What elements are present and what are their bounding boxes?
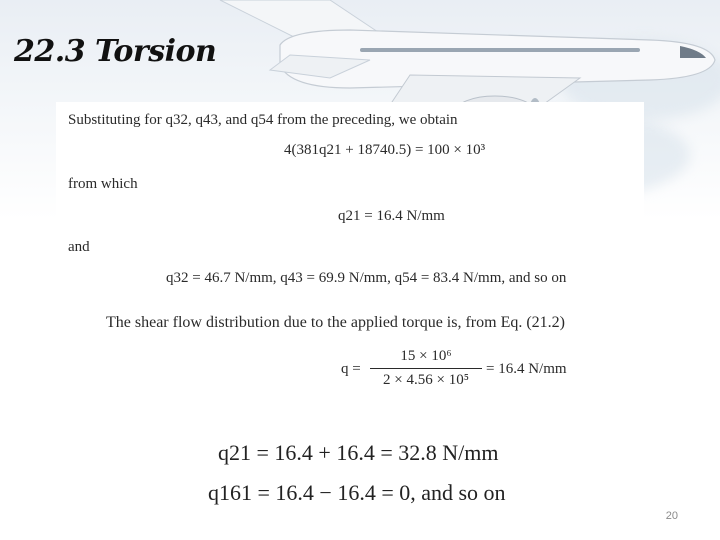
text-line-shear-flow: The shear flow distribution due to the applied torque is, from Eq. (21.2) <box>106 314 566 331</box>
equation-4-381q21: 4(381q21 + 18740.5) = 100 × 10³ <box>284 142 486 158</box>
equation-q-fraction <box>370 348 482 389</box>
equation-q-rhs: = 16.4 N/mm <box>486 361 567 377</box>
equation-q32-q43-q54: q32 = 46.7 N/mm, q43 = 69.9 N/mm, q54 = 83.4 N/mm, and so on <box>166 270 567 286</box>
slide-title: 22.3 Torsion <box>14 34 217 69</box>
equation-q-lhs: q = <box>341 361 361 377</box>
fraction-numerator: 15 × 10⁶ <box>400 348 452 364</box>
text-line-from-which: from which <box>68 176 138 192</box>
text-line-and: and <box>68 239 90 255</box>
fraction-bar <box>370 368 482 369</box>
fraction-denominator: 2 × 4.56 × 10⁵ <box>383 372 469 388</box>
equation-q21: q21 = 16.4 N/mm <box>338 208 445 224</box>
equation-q21-result: q21 = 16.4 + 16.4 = 32.8 N/mm <box>218 440 499 465</box>
textbook-excerpt <box>56 102 644 414</box>
text-line-substituting: Substituting for q32, q43, and q54 from the preceding, we obtain <box>68 112 458 128</box>
equation-q161-result: q161 = 16.4 − 16.4 = 0, and so on <box>208 480 506 505</box>
page-number: 20 <box>665 510 678 522</box>
